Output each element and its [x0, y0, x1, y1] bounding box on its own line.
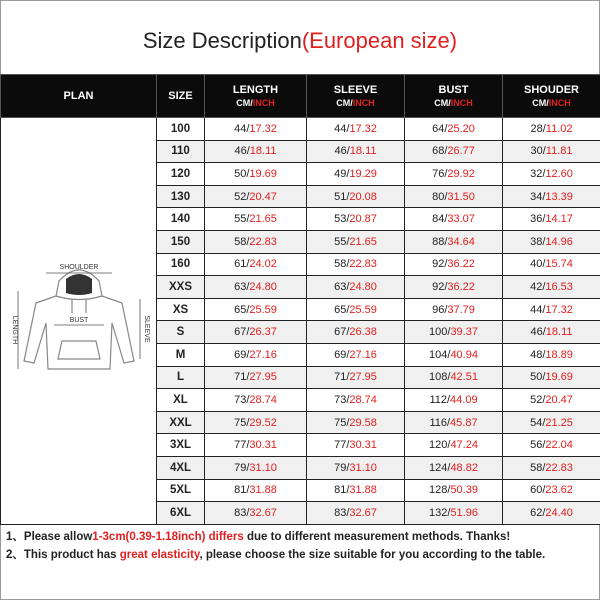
- length-cm-value: 71/: [234, 371, 250, 384]
- bust-cm-value: 80/: [432, 190, 448, 203]
- bust-cell: [405, 411, 503, 434]
- length-inch-value: 32.67: [249, 506, 277, 519]
- bust-inch-value: 26.77: [447, 145, 475, 158]
- length-inch-value: 27.95: [249, 371, 277, 384]
- sleeve-cell: [307, 253, 405, 276]
- plan-diagram-cell: [1, 118, 157, 525]
- sleeve-cell: [307, 298, 405, 321]
- shoulder-inch-value: 13.39: [545, 190, 573, 203]
- size-cell: XXL: [157, 411, 205, 434]
- header-size: SIZE: [157, 75, 205, 118]
- sleeve-cell: [307, 118, 405, 141]
- sleeve-cell: [307, 366, 405, 389]
- shoulder-inch-value: 18.89: [545, 348, 573, 361]
- bust-cell: [405, 343, 503, 366]
- sleeve-cell: [307, 163, 405, 186]
- bust-cm-value: 128/: [429, 484, 451, 497]
- shoulder-cm-value: 50/: [530, 371, 546, 384]
- notes: [6, 528, 596, 564]
- sleeve-cell: [307, 456, 405, 479]
- length-cm-value: 73/: [234, 393, 250, 406]
- shoulder-cm-value: 58/: [530, 461, 546, 474]
- bust-cm-value: 104/: [429, 348, 451, 361]
- length-inch-value: 30.31: [249, 439, 277, 452]
- shoulder-cm-value: 46/: [530, 326, 546, 339]
- bust-cell: [405, 389, 503, 412]
- sleeve-cell: [307, 389, 405, 412]
- sleeve-inch-value: 24.80: [349, 280, 377, 293]
- shoulder-inch-value: 11.81: [545, 145, 573, 158]
- bust-inch-value: 25.20: [447, 122, 475, 135]
- sleeve-cell: [307, 140, 405, 163]
- shoulder-cell: [503, 502, 600, 525]
- sleeve-cell: [307, 502, 405, 525]
- length-cm-value: 83/: [234, 506, 250, 519]
- header-length-label: LENGTH: [232, 84, 279, 96]
- size-cell: XS: [157, 298, 205, 321]
- shoulder-cell: [503, 434, 600, 457]
- sleeve-inch-value: 29.58: [349, 416, 377, 429]
- length-cm-value: 52/: [234, 190, 250, 203]
- sleeve-inch-value: 18.11: [349, 145, 377, 158]
- size-cell: S: [157, 321, 205, 344]
- sleeve-cm-value: 58/: [334, 258, 350, 271]
- title-main: Size Description: [142, 28, 302, 53]
- shoulder-inch-value: 11.02: [545, 122, 573, 135]
- sleeve-cell: [307, 276, 405, 299]
- diagram-sleeve-label: SLEEVE: [142, 315, 150, 343]
- bust-cell: [405, 118, 503, 141]
- bust-inch-value: 44.09: [450, 393, 478, 406]
- header-unit: CM/INCH: [434, 98, 473, 108]
- length-inch-value: 28.74: [249, 393, 277, 406]
- sleeve-cell: [307, 230, 405, 253]
- shoulder-cell: [503, 456, 600, 479]
- length-cm-value: 46/: [234, 145, 250, 158]
- bust-cell: [405, 502, 503, 525]
- header-sleeve: [307, 75, 405, 118]
- sleeve-inch-value: 20.08: [349, 190, 377, 203]
- length-cell: [205, 389, 307, 412]
- length-inch-value: 18.11: [249, 145, 277, 158]
- sleeve-cell: [307, 343, 405, 366]
- shoulder-inch-value: 15.74: [545, 258, 573, 271]
- diagram-bust-label: BUST: [69, 316, 88, 324]
- bust-cell: [405, 366, 503, 389]
- sleeve-inch-value: 28.74: [349, 393, 377, 406]
- size-cell: 100: [157, 118, 205, 141]
- size-table: [0, 74, 600, 525]
- hoodie-diagram: [4, 241, 154, 401]
- shoulder-cm-value: 54/: [530, 416, 546, 429]
- sleeve-inch-value: 32.67: [349, 506, 377, 519]
- shoulder-inch-value: 14.96: [545, 235, 573, 248]
- size-cell: 6XL: [157, 502, 205, 525]
- length-cell: [205, 502, 307, 525]
- sleeve-inch-value: 30.31: [349, 439, 377, 452]
- length-cm-value: 65/: [234, 303, 250, 316]
- shoulder-cell: [503, 276, 600, 299]
- length-inch-value: 31.10: [249, 461, 277, 474]
- shoulder-cell: [503, 389, 600, 412]
- size-cell: 5XL: [157, 479, 205, 502]
- shoulder-cell: [503, 343, 600, 366]
- length-cm-value: 69/: [234, 348, 250, 361]
- length-inch-value: 29.52: [249, 416, 277, 429]
- length-cell: [205, 343, 307, 366]
- length-cell: [205, 321, 307, 344]
- length-inch-value: 20.47: [249, 190, 277, 203]
- bust-cell: [405, 163, 503, 186]
- length-cell: [205, 456, 307, 479]
- length-cm-value: 55/: [234, 213, 250, 226]
- sleeve-inch-value: 21.65: [349, 235, 377, 248]
- header-length: [205, 75, 307, 118]
- size-cell: 4XL: [157, 456, 205, 479]
- shoulder-cell: [503, 140, 600, 163]
- sleeve-cm-value: 79/: [334, 461, 350, 474]
- size-cell: XL: [157, 389, 205, 412]
- sleeve-cm-value: 49/: [334, 167, 350, 180]
- bust-inch-value: 39.37: [450, 326, 478, 339]
- bust-inch-value: 40.94: [450, 348, 478, 361]
- length-cm-value: 77/: [234, 439, 250, 452]
- bust-cm-value: 132/: [429, 506, 451, 519]
- length-cell: [205, 185, 307, 208]
- bust-cell: [405, 140, 503, 163]
- bust-inch-value: 33.07: [447, 213, 475, 226]
- sleeve-inch-value: 25.59: [349, 303, 377, 316]
- length-cell: [205, 140, 307, 163]
- length-cell: [205, 479, 307, 502]
- bust-cm-value: 92/: [432, 280, 448, 293]
- shoulder-inch-value: 21.25: [545, 416, 573, 429]
- sleeve-cm-value: 53/: [334, 213, 350, 226]
- size-cell: M: [157, 343, 205, 366]
- length-cell: [205, 230, 307, 253]
- header-bust: [405, 75, 503, 118]
- header-bust-label: BUST: [438, 84, 469, 96]
- size-cell: 150: [157, 230, 205, 253]
- bust-cm-value: 120/: [429, 439, 451, 452]
- shoulder-cell: [503, 230, 600, 253]
- bust-cm-value: 76/: [432, 167, 448, 180]
- shoulder-cm-value: 42/: [530, 280, 546, 293]
- bust-cm-value: 124/: [429, 461, 451, 474]
- sleeve-cm-value: 77/: [334, 439, 350, 452]
- header-sleeve-label: SLEEVE: [333, 84, 378, 96]
- size-cell: 120: [157, 163, 205, 186]
- shoulder-cm-value: 44/: [530, 303, 546, 316]
- sleeve-cell: [307, 185, 405, 208]
- shoulder-cm-value: 32/: [530, 167, 546, 180]
- sleeve-cm-value: 67/: [334, 326, 350, 339]
- length-cm-value: 61/: [234, 258, 250, 271]
- shoulder-cm-value: 36/: [530, 213, 546, 226]
- sleeve-inch-value: 20.87: [349, 213, 377, 226]
- header-row: [1, 75, 600, 118]
- sleeve-inch-value: 27.16: [349, 348, 377, 361]
- bust-cm-value: 64/: [432, 122, 448, 135]
- sleeve-cm-value: 73/: [334, 393, 350, 406]
- bust-cell: [405, 298, 503, 321]
- size-cell: L: [157, 366, 205, 389]
- bust-inch-value: 45.87: [450, 416, 478, 429]
- shoulder-cm-value: 48/: [530, 348, 546, 361]
- bust-inch-value: 42.51: [450, 371, 478, 384]
- shoulder-cell: [503, 298, 600, 321]
- diagram-length-label: LENGTH: [10, 315, 18, 345]
- shoulder-cm-value: 30/: [530, 145, 546, 158]
- sleeve-inch-value: 26.38: [349, 326, 377, 339]
- sleeve-cm-value: 71/: [334, 371, 350, 384]
- length-inch-value: 26.37: [249, 326, 277, 339]
- sleeve-inch-value: 27.95: [349, 371, 377, 384]
- sleeve-cell: [307, 321, 405, 344]
- shoulder-cell: [503, 253, 600, 276]
- bust-inch-value: 50.39: [450, 484, 478, 497]
- size-cell: 130: [157, 185, 205, 208]
- bust-inch-value: 36.22: [447, 258, 475, 271]
- shoulder-inch-value: 20.47: [545, 393, 573, 406]
- title-highlight: (European size): [301, 28, 458, 53]
- sleeve-cm-value: 63/: [334, 280, 350, 293]
- header-shoulder: [503, 75, 600, 118]
- size-cell: 140: [157, 208, 205, 231]
- bust-cell: [405, 276, 503, 299]
- bust-cm-value: 112/: [429, 393, 451, 406]
- sleeve-cell: [307, 479, 405, 502]
- shoulder-inch-value: 24.40: [545, 506, 573, 519]
- sleeve-inch-value: 31.88: [349, 484, 377, 497]
- size-cell: 3XL: [157, 434, 205, 457]
- bust-cell: [405, 208, 503, 231]
- length-cell: [205, 434, 307, 457]
- length-inch-value: 27.16: [249, 348, 277, 361]
- table-row: [1, 118, 600, 141]
- sleeve-cm-value: 69/: [334, 348, 350, 361]
- sleeve-cm-value: 44/: [334, 122, 350, 135]
- shoulder-inch-value: 22.83: [545, 461, 573, 474]
- sleeve-inch-value: 19.29: [349, 167, 377, 180]
- sleeve-inch-value: 17.32: [349, 122, 377, 135]
- shoulder-cell: [503, 321, 600, 344]
- shoulder-cell: [503, 163, 600, 186]
- shoulder-cm-value: 28/: [530, 122, 546, 135]
- length-cm-value: 58/: [234, 235, 250, 248]
- length-inch-value: 24.02: [249, 258, 277, 271]
- length-cell: [205, 163, 307, 186]
- shoulder-cm-value: 38/: [530, 235, 546, 248]
- shoulder-cell: [503, 366, 600, 389]
- bust-cell: [405, 185, 503, 208]
- sleeve-cm-value: 65/: [334, 303, 350, 316]
- bust-cm-value: 100/: [429, 326, 451, 339]
- length-inch-value: 22.83: [249, 235, 277, 248]
- shoulder-cm-value: 56/: [530, 439, 546, 452]
- length-inch-value: 21.65: [249, 213, 277, 226]
- sleeve-cm-value: 51/: [334, 190, 350, 203]
- shoulder-inch-value: 19.69: [545, 371, 573, 384]
- bust-cell: [405, 321, 503, 344]
- length-cell: [205, 298, 307, 321]
- shoulder-inch-value: 16.53: [545, 280, 573, 293]
- length-inch-value: 19.69: [249, 167, 277, 180]
- shoulder-cm-value: 60/: [530, 484, 546, 497]
- bust-cm-value: 92/: [432, 258, 448, 271]
- bust-cm-value: 108/: [429, 371, 451, 384]
- bust-cm-value: 84/: [432, 213, 448, 226]
- length-inch-value: 17.32: [249, 122, 277, 135]
- size-cell: 110: [157, 140, 205, 163]
- length-cell: [205, 208, 307, 231]
- shoulder-cell: [503, 118, 600, 141]
- shoulder-inch-value: 17.32: [545, 303, 573, 316]
- shoulder-inch-value: 18.11: [545, 326, 573, 339]
- sleeve-cell: [307, 411, 405, 434]
- bust-cm-value: 88/: [432, 235, 448, 248]
- sleeve-cell: [307, 434, 405, 457]
- length-cell: [205, 366, 307, 389]
- bust-inch-value: 37.79: [447, 303, 475, 316]
- bust-cm-value: 68/: [432, 145, 448, 158]
- size-cell: 160: [157, 253, 205, 276]
- length-cell: [205, 253, 307, 276]
- shoulder-cm-value: 62/: [530, 506, 546, 519]
- sleeve-cm-value: 55/: [334, 235, 350, 248]
- shoulder-inch-value: 12.60: [545, 167, 573, 180]
- bust-cell: [405, 253, 503, 276]
- shoulder-cm-value: 52/: [530, 393, 546, 406]
- bust-cell: [405, 434, 503, 457]
- length-cell: [205, 276, 307, 299]
- note-1: 1、Please allow1-3cm(0.39-1.18inch) differs due to different measurement methods. Thanks!: [6, 531, 511, 543]
- header-unit: CM/INCH: [336, 98, 375, 108]
- bust-inch-value: 36.22: [447, 280, 475, 293]
- sleeve-cm-value: 46/: [334, 145, 350, 158]
- sleeve-inch-value: 22.83: [349, 258, 377, 271]
- header-unit: CM/INCH: [532, 98, 571, 108]
- length-cm-value: 79/: [234, 461, 250, 474]
- shoulder-inch-value: 14.17: [545, 213, 573, 226]
- length-cm-value: 67/: [234, 326, 250, 339]
- header-plan: PLAN: [1, 75, 157, 118]
- sleeve-cm-value: 81/: [334, 484, 350, 497]
- page-title: [0, 28, 600, 54]
- sleeve-cell: [307, 208, 405, 231]
- diagram-shoulder-label: SHOULDER: [59, 263, 98, 271]
- shoulder-inch-value: 23.62: [545, 484, 573, 497]
- bust-cm-value: 116/: [429, 416, 451, 429]
- shoulder-cm-value: 34/: [530, 190, 546, 203]
- header-shoulder-label: SHOUDER: [523, 84, 579, 96]
- shoulder-cell: [503, 208, 600, 231]
- sleeve-inch-value: 31.10: [349, 461, 377, 474]
- sleeve-cm-value: 75/: [334, 416, 350, 429]
- bust-cell: [405, 479, 503, 502]
- length-cm-value: 50/: [234, 167, 250, 180]
- length-inch-value: 24.80: [249, 280, 277, 293]
- bust-inch-value: 31.50: [447, 190, 475, 203]
- length-cm-value: 75/: [234, 416, 250, 429]
- shoulder-cm-value: 40/: [530, 258, 546, 271]
- length-cell: [205, 118, 307, 141]
- bust-cell: [405, 230, 503, 253]
- bust-inch-value: 51.96: [450, 506, 478, 519]
- shoulder-inch-value: 22.04: [545, 439, 573, 452]
- length-cell: [205, 411, 307, 434]
- length-inch-value: 31.88: [249, 484, 277, 497]
- header-unit: CM/INCH: [236, 98, 275, 108]
- shoulder-cell: [503, 185, 600, 208]
- bust-inch-value: 48.82: [450, 461, 478, 474]
- size-cell: XXS: [157, 276, 205, 299]
- bust-inch-value: 47.24: [450, 439, 478, 452]
- shoulder-cell: [503, 411, 600, 434]
- sleeve-cm-value: 83/: [334, 506, 350, 519]
- length-inch-value: 25.59: [249, 303, 277, 316]
- length-cm-value: 44/: [234, 122, 250, 135]
- bust-inch-value: 29.92: [447, 167, 475, 180]
- bust-inch-value: 34.64: [447, 235, 475, 248]
- bust-cell: [405, 456, 503, 479]
- shoulder-cell: [503, 479, 600, 502]
- length-cm-value: 63/: [234, 280, 250, 293]
- length-cm-value: 81/: [234, 484, 250, 497]
- bust-cm-value: 96/: [432, 303, 448, 316]
- note-2: 2、This product has great elasticity, please choose the size suitable for you according to the table.: [6, 549, 546, 561]
